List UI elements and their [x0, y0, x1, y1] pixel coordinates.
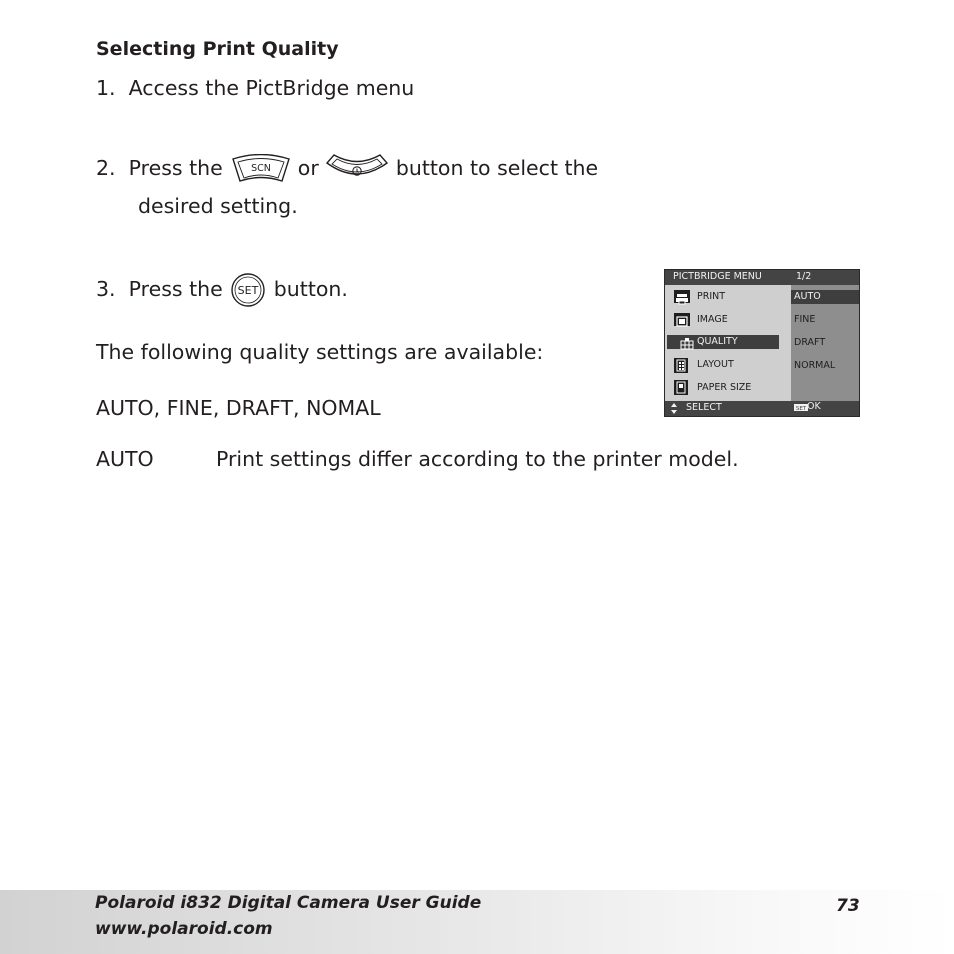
option-auto[interactable]: AUTO [794, 291, 821, 302]
quality-icon [679, 335, 695, 348]
pictbridge-menu-screen [664, 269, 860, 417]
up-down-arrows-icon [670, 402, 678, 415]
menu-title: PICTBRIDGE MENU [673, 271, 762, 282]
menu-item-paper-size[interactable]: PAPER SIZE [697, 382, 752, 393]
option-draft[interactable]: DRAFT [794, 337, 826, 348]
image-icon [674, 313, 690, 326]
page-footer [0, 890, 954, 954]
step-2-continuation: desired setting. [138, 194, 298, 218]
definition-description: Print settings differ according to the printer model. [216, 447, 739, 471]
step-2-number: 2. [96, 156, 116, 180]
step-2-text-after: button to select the [395, 156, 599, 180]
step-2-text-or: or [297, 156, 319, 180]
set-label: SET [237, 284, 259, 297]
definition-term: AUTO [96, 447, 154, 471]
menu-item-quality[interactable]: QUALITY [697, 336, 738, 347]
step-1 [96, 76, 414, 100]
step-1-text: Access the PictBridge menu [128, 76, 415, 100]
paper-size-icon [674, 380, 688, 395]
step-3-number: 3. [96, 277, 116, 301]
menu-item-image[interactable]: IMAGE [697, 314, 728, 325]
footer-title: Polaroid i832 Digital Camera User Guide [95, 893, 482, 913]
menu-item-layout[interactable]: LAYOUT [697, 359, 734, 370]
step-1-number: 1. [96, 76, 116, 100]
set-key-icon [794, 404, 808, 411]
scn-label: SCN [251, 163, 272, 174]
step-2-text-before: Press the [128, 156, 223, 180]
scn-button-icon [231, 154, 291, 184]
menu-page-indicator: 1/2 [796, 271, 812, 282]
step-2 [96, 153, 598, 185]
print-icon [674, 290, 690, 303]
option-normal[interactable]: NORMAL [794, 360, 836, 371]
svg-text:SET: SET [795, 405, 807, 411]
step-3-text-before: Press the [128, 277, 223, 301]
page-number: 73 [836, 896, 860, 916]
set-button-icon [229, 272, 267, 308]
step-3-text-after: button. [273, 277, 348, 301]
hint-ok: OK [807, 401, 821, 412]
footer-url[interactable]: www.polaroid.com [95, 919, 273, 939]
option-fine[interactable]: FINE [794, 314, 816, 325]
hint-select: SELECT [686, 402, 722, 413]
layout-icon [674, 358, 688, 373]
menu-item-print[interactable]: PRINT [697, 291, 726, 302]
self-timer-button-icon [325, 153, 389, 185]
step-3 [96, 272, 348, 308]
section-heading: Selecting Print Quality [96, 38, 339, 60]
settings-list: AUTO, FINE, DRAFT, NOMAL [96, 396, 381, 420]
intro-text: The following quality settings are available: [96, 340, 544, 364]
